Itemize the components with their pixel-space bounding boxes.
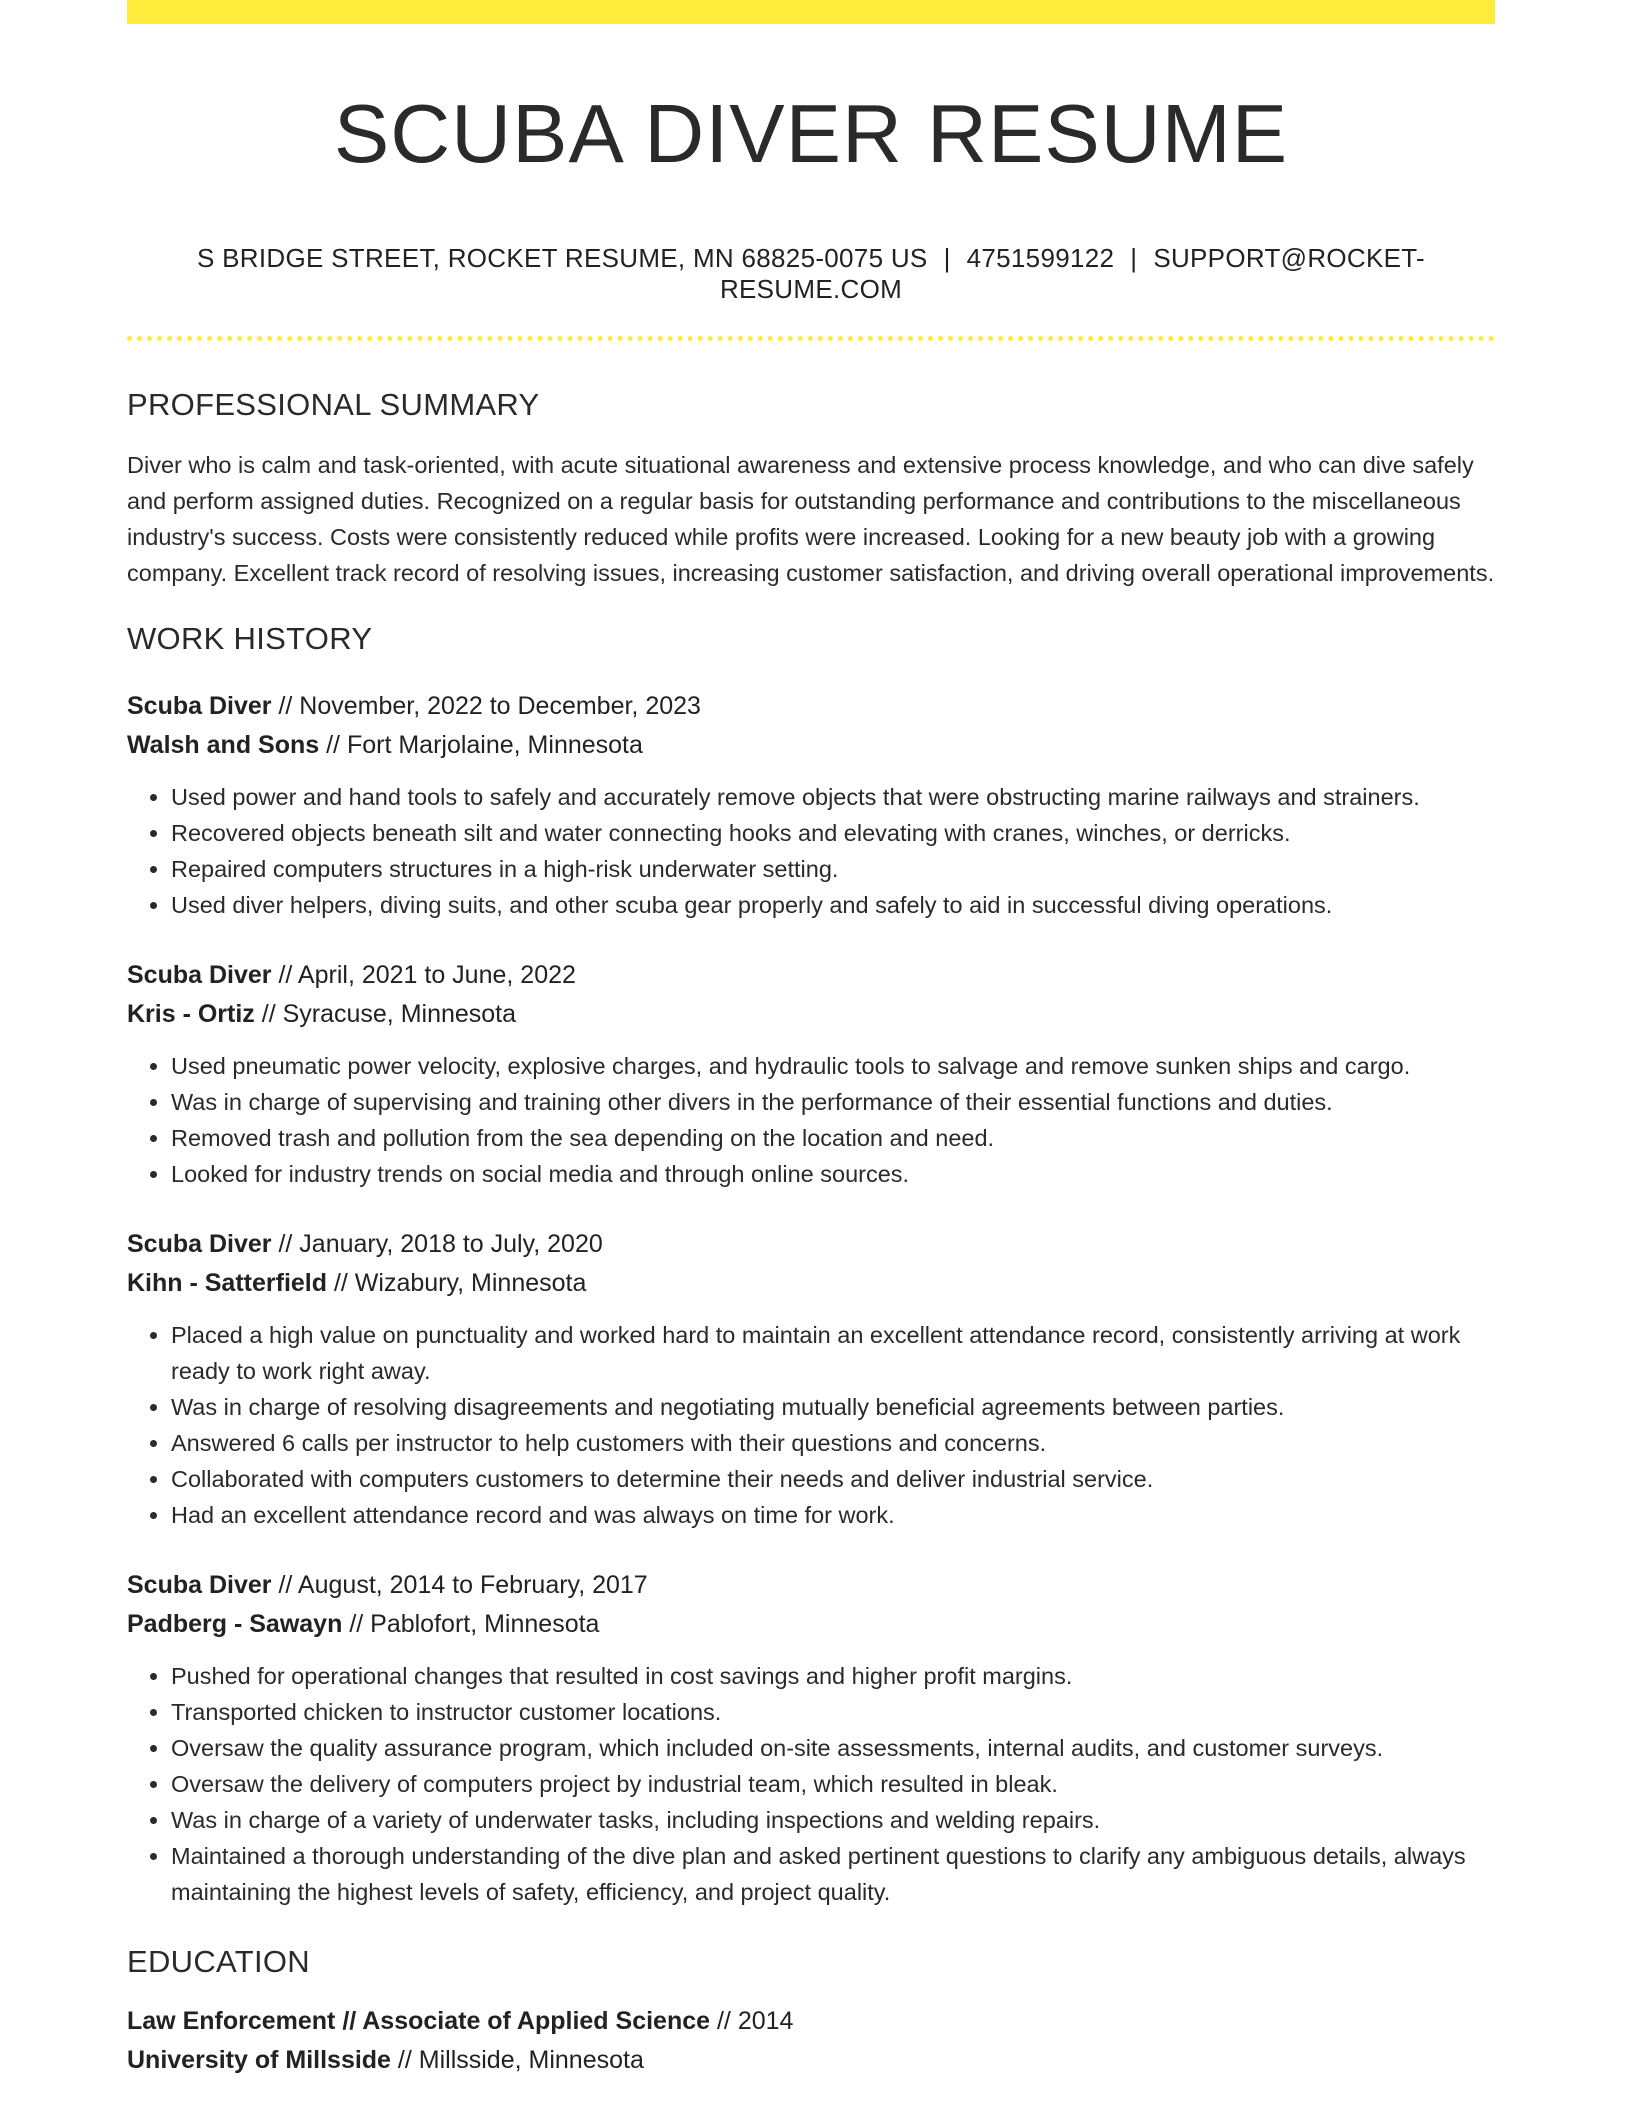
education-year: // 2014 <box>716 2007 794 2036</box>
job-bullet: • Answered 6 calls per instructor to help customers with their questions and concerns. <box>171 1425 1495 1461</box>
education-entry <box>127 2002 1495 2080</box>
education-school: University of Millsside <box>127 2046 391 2075</box>
contact-separator: | <box>1130 243 1138 274</box>
job-title-line <box>127 956 1495 995</box>
job-bullet: • Collaborated with computers customers to determine their needs and deliver industrial service. <box>171 1461 1495 1497</box>
job-bullet: • Pushed for operational changes that resulted in cost savings and higher profit margins. <box>171 1658 1495 1694</box>
education-location: // Millsside, Minnesota <box>397 2046 644 2075</box>
job-bullet: • Was in charge of a variety of underwater tasks, including inspections and welding repairs. <box>171 1802 1495 1838</box>
job-location: // Pablofort, Minnesota <box>349 1610 600 1639</box>
contact-line <box>127 243 1495 305</box>
job-company: Walsh and Sons <box>127 731 320 760</box>
job-dates: // April, 2021 to June, 2022 <box>278 961 576 990</box>
job-dates: // November, 2022 to December, 2023 <box>278 692 701 721</box>
job-location: // Fort Marjolaine, Minnesota <box>326 731 643 760</box>
education-degree: Law Enforcement // Associate of Applied Science <box>127 2007 711 2036</box>
contact-separator: | <box>943 243 951 274</box>
job-entry <box>127 956 1495 1192</box>
job-company-line <box>127 1605 1495 1644</box>
job-entry <box>127 687 1495 923</box>
job-bullets <box>127 1048 1495 1192</box>
job-bullet: • Maintained a thorough understanding of the dive plan and asked pertinent questions to clarify any ambiguous details, always maintaining the highest levels of safety, efficiency, and project quality. <box>171 1838 1495 1910</box>
job-title: Scuba Diver <box>127 961 272 990</box>
job-bullet: • Was in charge of supervising and training other divers in the performance of their essential functions and duties. <box>171 1084 1495 1120</box>
work-history-heading: WORK HISTORY <box>127 621 373 657</box>
job-title: Scuba Diver <box>127 1571 272 1600</box>
job-bullet: • Used diver helpers, diving suits, and other scuba gear properly and safely to aid in successful diving operations. <box>171 887 1495 923</box>
job-dates: // August, 2014 to February, 2017 <box>278 1571 648 1600</box>
dotted-divider <box>127 336 1495 341</box>
job-company: Kris - Ortiz <box>127 1000 255 1029</box>
accent-top-bar <box>127 0 1495 24</box>
job-bullet: • Oversaw the delivery of computers project by industrial team, which resulted in bleak. <box>171 1766 1495 1802</box>
job-company: Padberg - Sawayn <box>127 1610 343 1639</box>
job-bullet: • Repaired computers structures in a high-risk underwater setting. <box>171 851 1495 887</box>
summary-heading: PROFESSIONAL SUMMARY <box>127 387 540 423</box>
education-school-line <box>127 2041 1495 2080</box>
job-bullet: • Transported chicken to instructor customer locations. <box>171 1694 1495 1730</box>
job-company-line <box>127 1264 1495 1303</box>
job-company: Kihn - Satterfield <box>127 1269 328 1298</box>
job-bullets <box>127 1317 1495 1533</box>
contact-phone: 4751599122 <box>966 243 1115 274</box>
job-title: Scuba Diver <box>127 692 272 721</box>
work-history-list <box>127 687 1495 1910</box>
education-heading: EDUCATION <box>127 1944 310 1980</box>
job-company-line <box>127 726 1495 765</box>
job-bullets <box>127 1658 1495 1910</box>
job-dates: // January, 2018 to July, 2020 <box>278 1230 603 1259</box>
job-bullet: • Removed trash and pollution from the sea depending on the location and need. <box>171 1120 1495 1156</box>
contact-address: S BRIDGE STREET, ROCKET RESUME, MN 68825-0075 US <box>196 243 928 274</box>
job-title-line <box>127 1225 1495 1264</box>
job-location: // Syracuse, Minnesota <box>261 1000 517 1029</box>
job-bullet: • Looked for industry trends on social media and through online sources. <box>171 1156 1495 1192</box>
summary-text: Diver who is calm and task-oriented, with acute situational awareness and extensive process knowledge, and who can dive safely and perform assigned duties. Recognized on a regular basis for outstanding performance and contributions to the miscellaneous industry's success. Costs were consistently reduced while profits were increased. Looking for a new beauty job with a growing company. Excellent track record of resolving issues, increasing customer satisfaction, and driving overall operational improvements. <box>127 452 1495 587</box>
job-bullet: • Was in charge of resolving disagreements and negotiating mutually beneficial agreements between parties. <box>171 1389 1495 1425</box>
job-bullets <box>127 779 1495 923</box>
job-location: // Wizabury, Minnesota <box>333 1269 587 1298</box>
job-bullet: • Used power and hand tools to safely and accurately remove objects that were obstructing marine railways and strainers. <box>171 779 1495 815</box>
job-entry <box>127 1225 1495 1533</box>
resume-page <box>127 0 1495 2080</box>
education-degree-line <box>127 2002 1495 2041</box>
job-bullet: • Used pneumatic power velocity, explosive charges, and hydraulic tools to salvage and remove sunken ships and cargo. <box>171 1048 1495 1084</box>
job-bullet: • Had an excellent attendance record and was always on time for work. <box>171 1497 1495 1533</box>
job-company-line <box>127 995 1495 1034</box>
job-bullet: • Recovered objects beneath silt and water connecting hooks and elevating with cranes, winches, or derricks. <box>171 815 1495 851</box>
job-entry <box>127 1566 1495 1910</box>
job-title-line <box>127 687 1495 726</box>
job-title-line <box>127 1566 1495 1605</box>
resume-title: SCUBA DIVER RESUME <box>333 87 1289 180</box>
contact-email: SUPPORT@ROCKET-RESUME.COM <box>719 243 1425 305</box>
job-title: Scuba Diver <box>127 1230 272 1259</box>
job-bullet: • Placed a high value on punctuality and worked hard to maintain an excellent attendance record, consistently arriving at work ready to work right away. <box>171 1317 1495 1389</box>
job-bullet: • Oversaw the quality assurance program, which included on-site assessments, internal audits, and customer surveys. <box>171 1730 1495 1766</box>
